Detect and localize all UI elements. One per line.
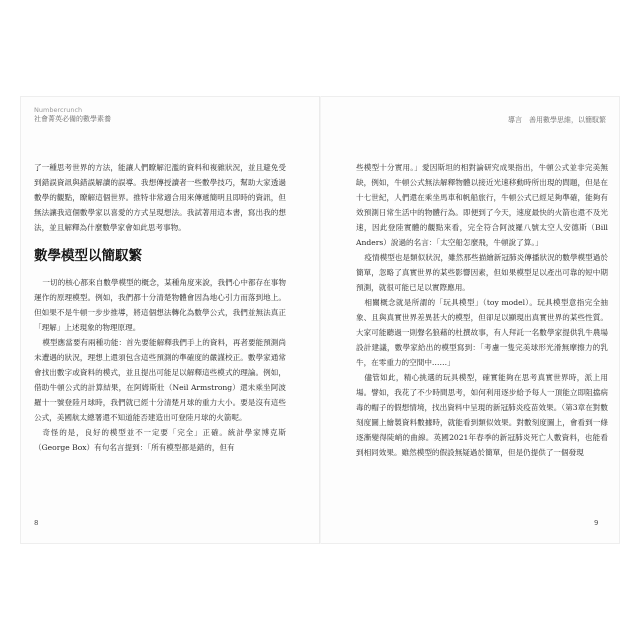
section-heading: 數學模型以簡馭繁	[34, 248, 142, 264]
book-title: 社會菁英必備的數學素養	[34, 115, 111, 123]
left-paragraph-4: 奇怪的是，良好的模型並不一定要「完全」正確。統計學家博克斯（George Box）有句名言提到：「所有模型都是錯的，但有	[34, 428, 286, 452]
running-header-left	[34, 106, 111, 124]
right-page	[356, 160, 608, 460]
right-paragraph-2: 疫情模型也是類似狀況，雖然那些描繪新冠肺炎傳播狀況的數學模型過於簡單，忽略了真實世界的某些影響因素，但如果模型足以產出可靠的短中期預測，就很可能已足以實際應用。	[356, 253, 608, 292]
left-paragraph-2: 一切的核心都來自數學模型的概念，某種角度來說，我們心中都存在事物運作的原理模型。例如，我們都十分清楚物體會因為地心引力而落到地上。但如果不是牛頓一步步推導，將這個想法轉化為數學公式，我們並無法真正「理解」上述現象的物理原理。	[34, 278, 286, 332]
running-header-right	[508, 116, 606, 125]
chapter-title: 導言 善用數學思維，以簡馭繁	[508, 116, 606, 124]
right-paragraph-1: 些模型十分實用。」愛因斯坦的相對論研究成果指出，牛頓公式並非完美無缺，例如，牛頓公式無法解釋物體以接近光速移動時所出現的問題，但是在十七世紀，人們還在乘坐馬車和帆船旅行，牛頓公式已經足夠準確，能夠有效預測日常生活中的物體行為。即便到了今天，速度最快的火箭也還不及光速，因此登陸實體的觀點來看，完全符合阿波羅八號太空人安德斯（Bill Anders）說過的名言：「太空船怎麼飛，牛頓說了算。」	[356, 163, 608, 247]
left-paragraph-1: 了一種思考世界的方法，能讓人們瞭解氾濫的資料和複雜狀況，並且避免受到錯誤資訊與錯誤解讀的誤導。我想傳授讀者一些數學技巧，幫助大家透過數學的觀點，瞭解這個世界。推特非常適合用來傳遞簡明且即時的資訊，但無法讓我這個數學家以喜愛的方式呈現想法。我試著用這本書，寫出我的想法，並且解釋為什麼數學家會如此思考事物。	[34, 163, 286, 232]
left-paragraph-3: 模型應當要有兩種功能：首先要能解釋我們手上的資料，再者要能預測尚未遭遇的狀況，理想上還須包含這些預測的準確度的嚴謹校正。數學家通常會找出數字或資料的模式，並且提出可能足以解釋這些模式的理論。例如，借助牛頓公式的計算結果，在阿姆斯壯（Neil Armstrong）還未乘坐阿波羅十一號登陸月球時，我們就已經十分清楚月球的重力大小。要是沒有這些公式，美國航太總署還不知道能否建造出可登陸月球的火箭呢。	[34, 338, 286, 422]
series-name: Numbercrunch	[34, 106, 83, 114]
page-number-left: 8	[34, 519, 39, 527]
left-page	[34, 160, 286, 455]
right-paragraph-3: 相關概念就是所謂的「玩具模型」（toy model）。玩具模型意指完全抽象、且與真實世界差異甚大的模型，但卻足以顯現出真實世界的某些性質。大家可能聽過一則聲名狼藉的杜撰故事，有人拜託一名數學家提供乳牛農場設計建議，數學家給出的模型寫到：「考慮一隻完美球形光滑無摩擦力的乳牛，在零重力的空間中……」	[356, 298, 608, 367]
page-number-right: 9	[594, 519, 599, 527]
right-paragraph-4: 儘管如此，精心挑選的玩具模型，確實能夠在思考真實世界時，派上用場。譬如，我花了不少時間思考，如何利用逐步給予每人一頂能立即阻擋病毒的帽子的假想情境，找出資料中呈現的新冠肺炎疫苗效果。（第3章在對數刻度圖上繪製資料數據時，就能看到類似效果。對數刻度圖上，會看到一條逐漸變得陡峭的曲線。英國2021年春季的新冠肺炎死亡人數資料，也能看到相同效果。雖然模型的假設無疑過於簡單，但是仍提供了一個發現	[356, 373, 608, 457]
book-gutter	[319, 96, 321, 544]
